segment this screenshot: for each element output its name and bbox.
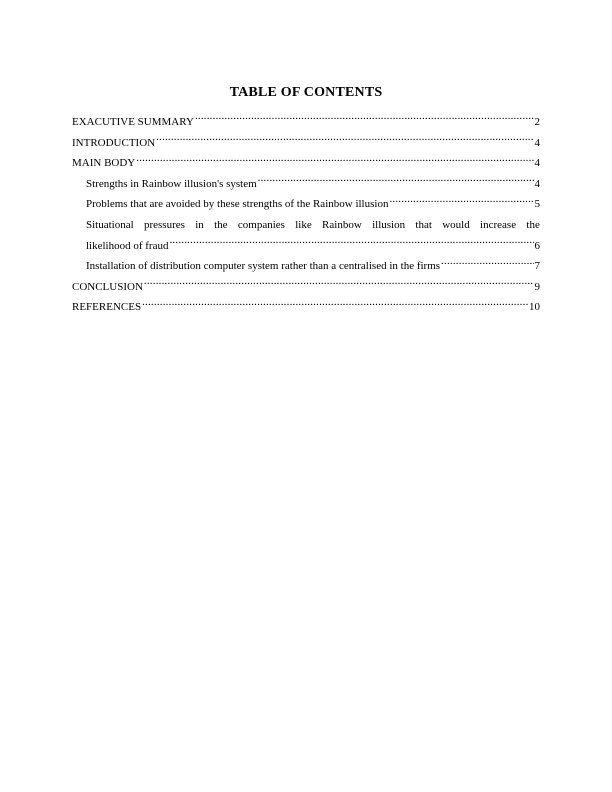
toc-entry-label: Installation of distribution computer system rather than a centralised in the firms: [86, 260, 441, 273]
toc-entry-label: CONCLUSION: [72, 280, 143, 293]
dot-leader: [136, 155, 533, 166]
dot-leader: [195, 114, 534, 125]
toc-entry-label: REFERENCES: [72, 301, 142, 314]
toc-entry-page: 9: [534, 280, 540, 293]
toc-list: [72, 112, 540, 318]
toc-entry-label: INTRODUCTION: [72, 136, 156, 149]
dot-leader: [156, 135, 533, 146]
toc-entry-introduction[interactable]: [72, 133, 540, 154]
toc-entry-page: 10: [529, 301, 540, 314]
dot-leader: [169, 238, 533, 249]
toc-word: companies: [237, 218, 285, 231]
toc-entry-label: Problems that are avoided by these strengths of the Rainbow illusion: [86, 198, 389, 211]
toc-entry-page: 4: [534, 157, 540, 170]
toc-entry-label: MAIN BODY: [72, 157, 136, 170]
toc-word: that: [415, 218, 432, 231]
dot-leader: [142, 299, 528, 310]
toc-entry-page: 6: [534, 239, 540, 252]
toc-word: in: [195, 218, 204, 231]
dot-leader: [144, 279, 534, 290]
toc-entry-main-body[interactable]: [72, 153, 540, 174]
toc-word: like: [295, 218, 312, 231]
toc-entry-conclusion[interactable]: [72, 277, 540, 298]
toc-entry-label: likelihood of fraud: [86, 239, 169, 252]
toc-word: would: [442, 218, 470, 231]
toc-entry-references[interactable]: [72, 297, 540, 318]
toc-word: Rainbow: [322, 218, 362, 231]
toc-word: illusion: [372, 218, 406, 231]
dot-leader: [389, 196, 533, 207]
dot-leader: [258, 176, 534, 187]
toc-entry-executive-summary[interactable]: [72, 112, 540, 133]
toc-entry-label: EXACUTIVE SUMMARY: [72, 116, 194, 128]
toc-entry-problems-avoided[interactable]: [72, 194, 540, 215]
toc-entry-page: 4: [534, 177, 540, 190]
toc-word: the: [214, 218, 228, 231]
toc-word: pressures: [143, 218, 185, 231]
toc-entry-installation[interactable]: [72, 256, 540, 277]
toc-entry-label: Strengths in Rainbow illusion's system: [86, 177, 257, 190]
toc-entry-page: 4: [534, 136, 540, 149]
toc-entry-situational-pressures-line2[interactable]: [72, 236, 540, 257]
dot-leader: [441, 258, 533, 269]
toc-entry-strengths[interactable]: [72, 174, 540, 195]
toc-title: TABLE OF CONTENTS: [229, 85, 383, 100]
toc-entry-situational-pressures-line1[interactable]: [72, 215, 540, 236]
toc-entry-page: 2: [534, 116, 540, 128]
toc-entry-page: 7: [534, 260, 540, 273]
toc-word: Situational: [86, 218, 134, 231]
toc-word: the: [526, 218, 540, 231]
toc-word: increase: [480, 218, 517, 231]
toc-entry-page: 5: [534, 198, 540, 211]
